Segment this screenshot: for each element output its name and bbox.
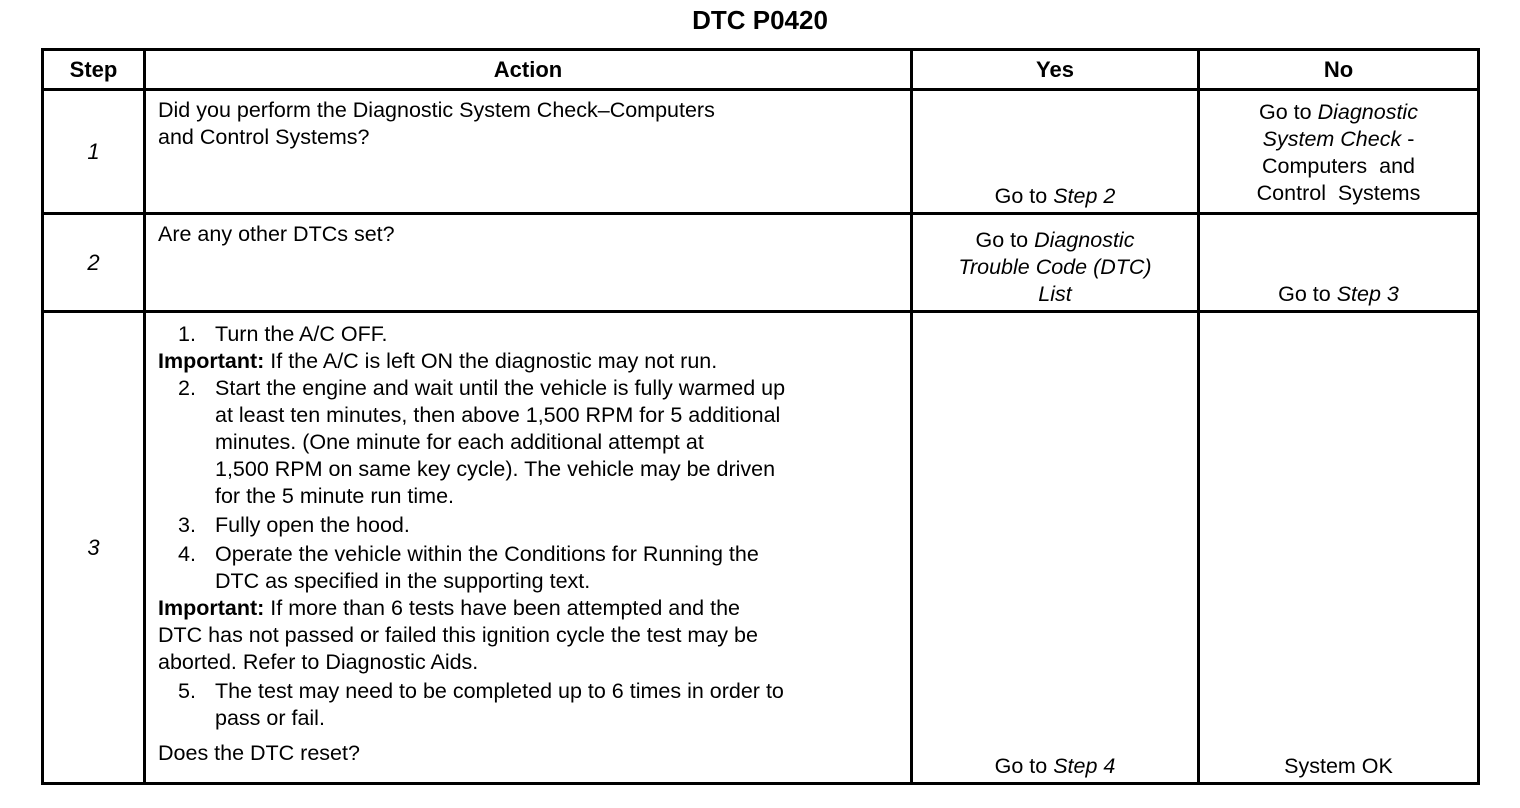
no-suffix: - (1401, 127, 1415, 151)
yes-cell (912, 214, 1199, 312)
header-yes: Yes (912, 50, 1199, 90)
header-no: No (1199, 50, 1479, 90)
no-prefix: Go to (1259, 100, 1318, 124)
page-title: DTC P0420 (692, 5, 828, 35)
yes-link-step-2[interactable]: Step 2 (1053, 184, 1116, 208)
table-row-step-2 (43, 214, 1479, 312)
procedure-list (158, 321, 898, 348)
table-header-row (43, 50, 1479, 90)
yes-cell (912, 90, 1199, 214)
yes-prefix: Go to (994, 754, 1054, 778)
no-text-line: Computers and (1262, 154, 1415, 178)
no-prefix: Go to (1278, 282, 1337, 306)
procedure-list (158, 678, 898, 732)
no-cell (1199, 90, 1479, 214)
no-link-diagnostic[interactable]: Diagnostic (1317, 100, 1418, 124)
action-text-line: and Control Systems? (158, 125, 370, 149)
yes-cell (912, 312, 1199, 784)
list-item: 4. Operate the vehicle within the Conditions for Running the DTC as specified in the supporting text. (178, 542, 759, 593)
no-cell (1199, 214, 1479, 312)
yes-link-trouble-code[interactable]: Trouble Code (DTC) (958, 255, 1152, 279)
action-text-line: Are any other DTCs set? (158, 222, 395, 246)
table-row-step-1 (43, 90, 1479, 214)
no-text-line: Control Systems (1256, 181, 1421, 205)
important-label: Important: (158, 349, 265, 373)
yes-prefix: Go to (994, 184, 1054, 208)
list-item: 2. Start the engine and wait until the vehicle is fully warmed up at least ten minutes, then above 1,500 RPM for 5 additional minutes. (One minute for each additional attempt at 1,500 RPM on same key cycle). The vehicle may be driven for the 5 minute run time. (178, 376, 786, 508)
dtc-table (41, 48, 1480, 785)
important-label: Important: (158, 596, 265, 620)
important-note: Important: If the A/C is left ON the diagnostic may not run. (158, 349, 718, 373)
yes-prefix: Go to (975, 228, 1035, 252)
action-cell (145, 312, 912, 784)
action-cell (145, 214, 912, 312)
header-step: Step (43, 50, 145, 90)
list-item: 5. The test may need to be completed up to 6 times in order to pass or fail. (178, 679, 784, 730)
procedure-list (158, 375, 898, 595)
step-number: 1 (43, 90, 145, 214)
yes-link-list[interactable]: List (1038, 282, 1072, 306)
yes-link-step-4[interactable]: Step 4 (1053, 754, 1116, 778)
list-item: 3. Fully open the hood. (178, 513, 410, 537)
header-action: Action (145, 50, 912, 90)
no-link-step-3[interactable]: Step 3 (1336, 282, 1399, 306)
action-question: Does the DTC reset? (158, 741, 360, 765)
no-result: System OK (1284, 754, 1393, 778)
step-number: 2 (43, 214, 145, 312)
important-note: Important: If more than 6 tests have been attempted and the DTC has not passed or failed this ignition cycle the test may be aborted. Refer to Diagnostic Aids. (158, 596, 758, 674)
step-number: 3 (43, 312, 145, 784)
action-cell (145, 90, 912, 214)
action-text-line: Did you perform the Diagnostic System Check–Computers (158, 98, 715, 122)
yes-link-diagnostic[interactable]: Diagnostic (1034, 228, 1135, 252)
list-item: 1. Turn the A/C OFF. (178, 322, 388, 346)
no-link-system-check[interactable]: System Check (1262, 127, 1402, 151)
no-cell (1199, 312, 1479, 784)
table-row-step-3 (43, 312, 1479, 784)
